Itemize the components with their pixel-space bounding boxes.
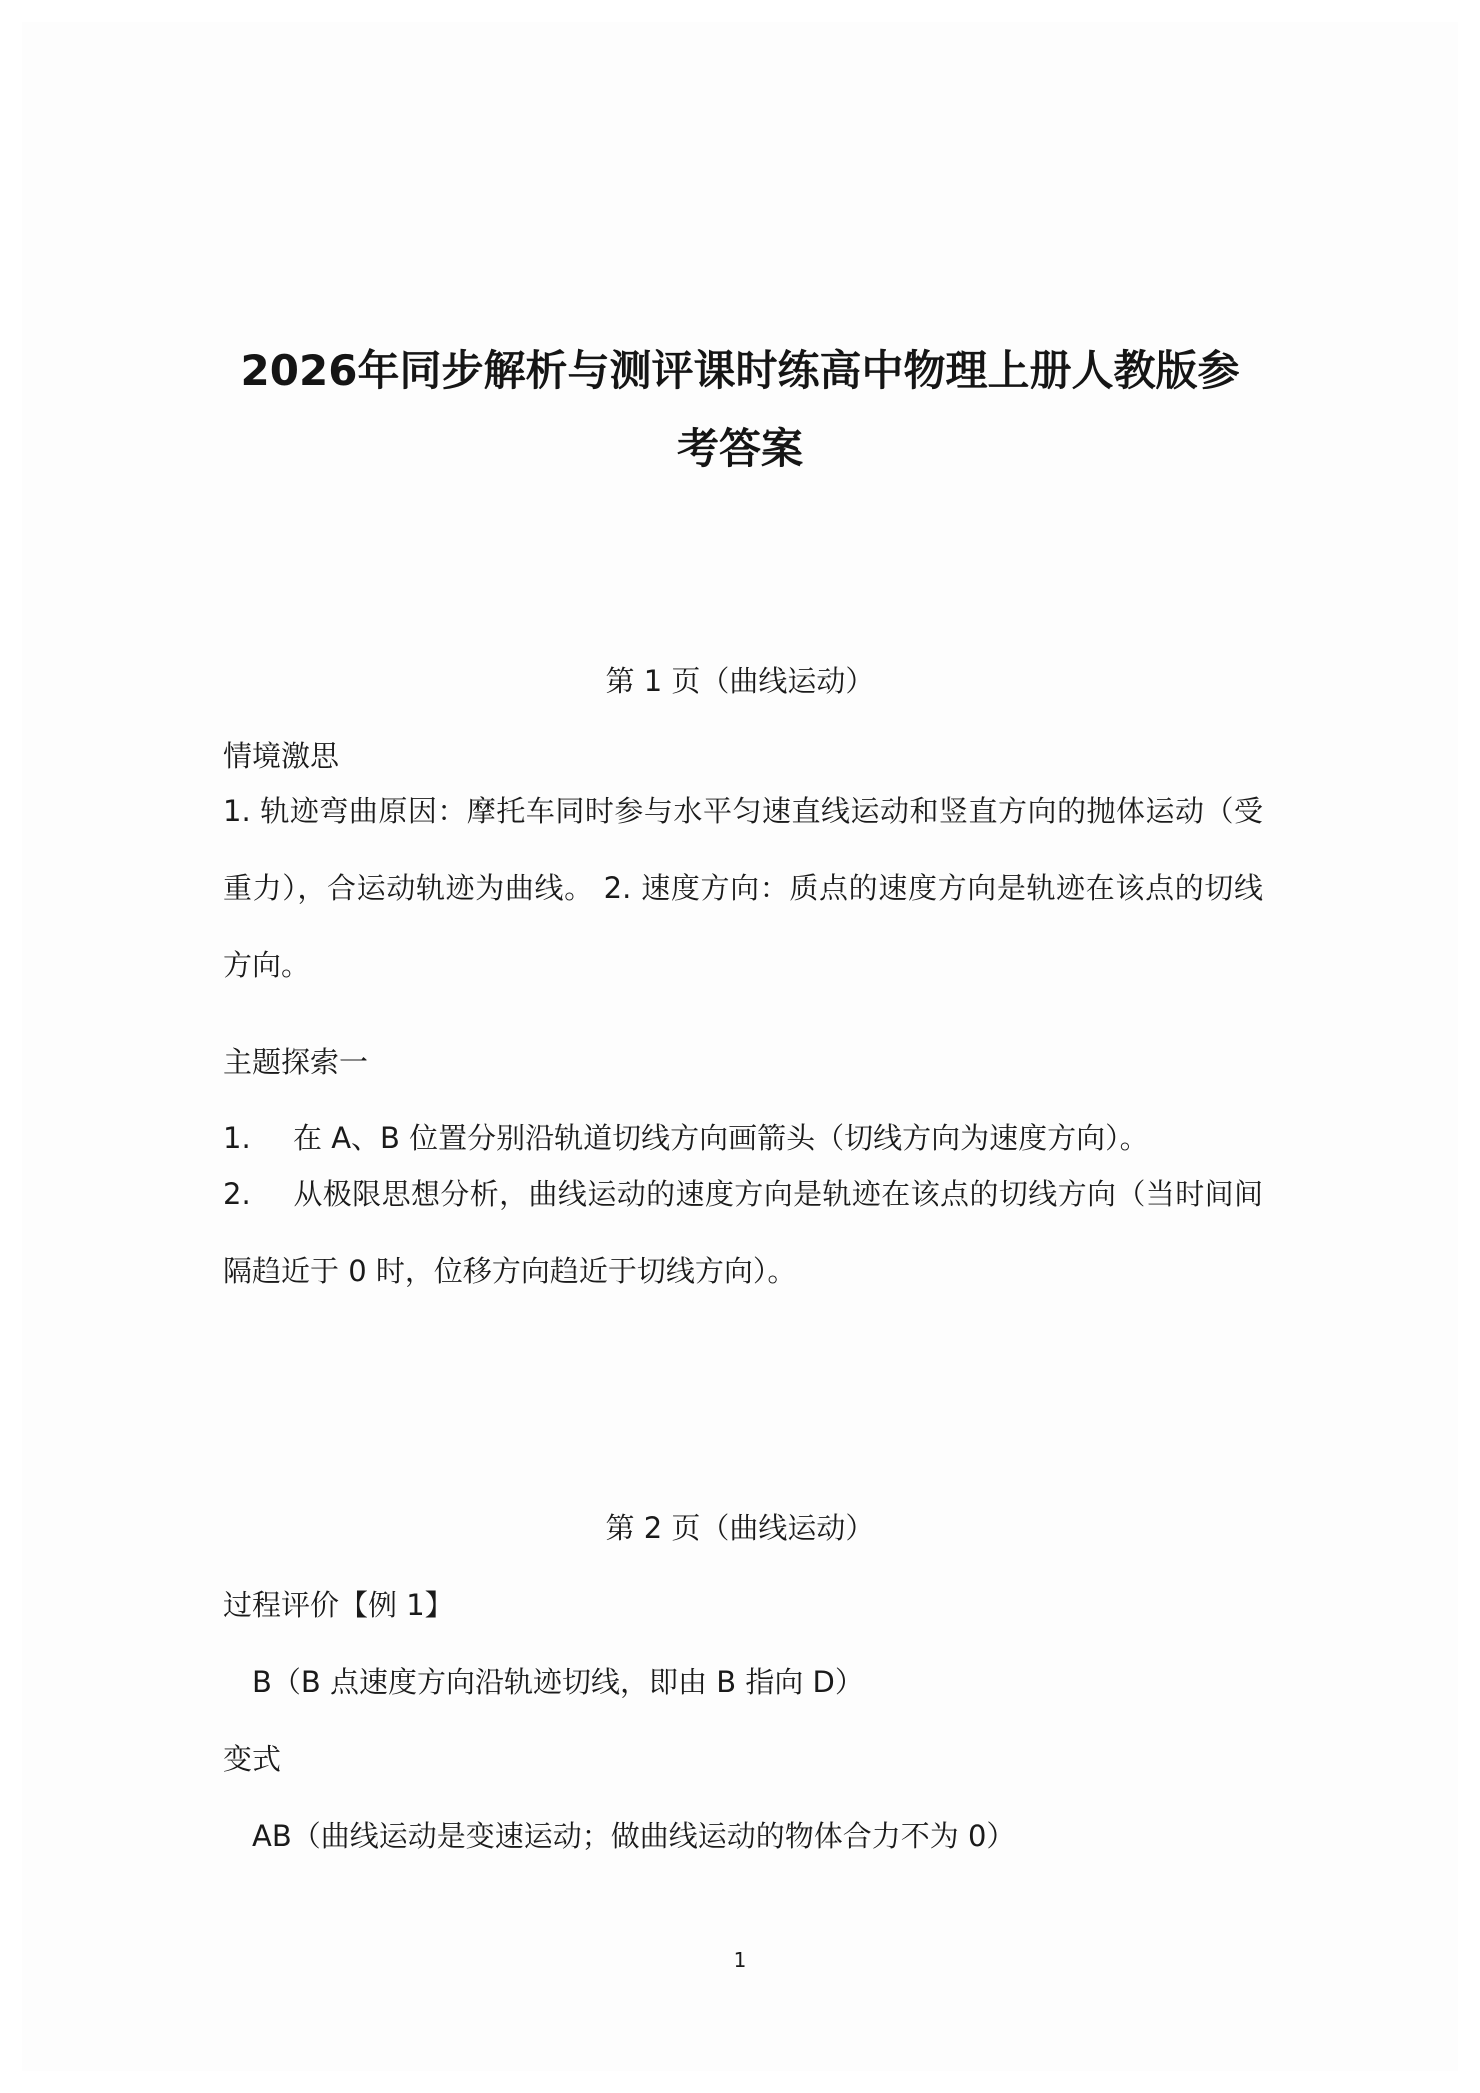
example-label: 过程评价【例 1】 [223,1588,454,1622]
page1-heading: 第 1 页（曲线运动） [605,664,875,698]
topic-item-2-number: 2. [223,1177,251,1211]
topic-item-2 [223,1156,1263,1310]
variant-answer: AB（曲线运动是变速运动；做曲线运动的物体合力不为 0） [252,1819,1016,1853]
section-label-scenario: 情境激思 [223,739,340,773]
topic-item-2-text: 从极限思想分析，曲线运动的速度方向是轨迹在该点的切线方向（当时间间隔趋近于 0 时，位移方向趋近于切线方向）。 [223,1177,1263,1288]
topic-item-1-text: 在 A、B 位置分别沿轨道切线方向画箭头（切线方向为速度方向）。 [293,1121,1149,1155]
page2-heading: 第 2 页（曲线运动） [605,1511,875,1545]
document-title: 2026年同步解析与测评课时练高中物理上册人教版参考答案 [240,346,1240,473]
topic-item-1 [223,1118,1263,1158]
example-answer: B（B 点速度方向沿轨迹切线，即由 B 指向 D） [252,1665,864,1699]
page-number: 1 [733,1948,747,1972]
section-label-topic-one: 主题探索一 [223,1045,369,1079]
topic-item-1-number: 1. [223,1121,251,1155]
scenario-answer: 1. 轨迹弯曲原因：摩托车同时参与水平匀速直线运动和竖直方向的抛体运动（受重力），合运动轨迹为曲线。 2. 速度方向：质点的速度方向是轨迹在该点的切线方向。 [223,794,1263,982]
variant-label: 变式 [223,1742,282,1776]
